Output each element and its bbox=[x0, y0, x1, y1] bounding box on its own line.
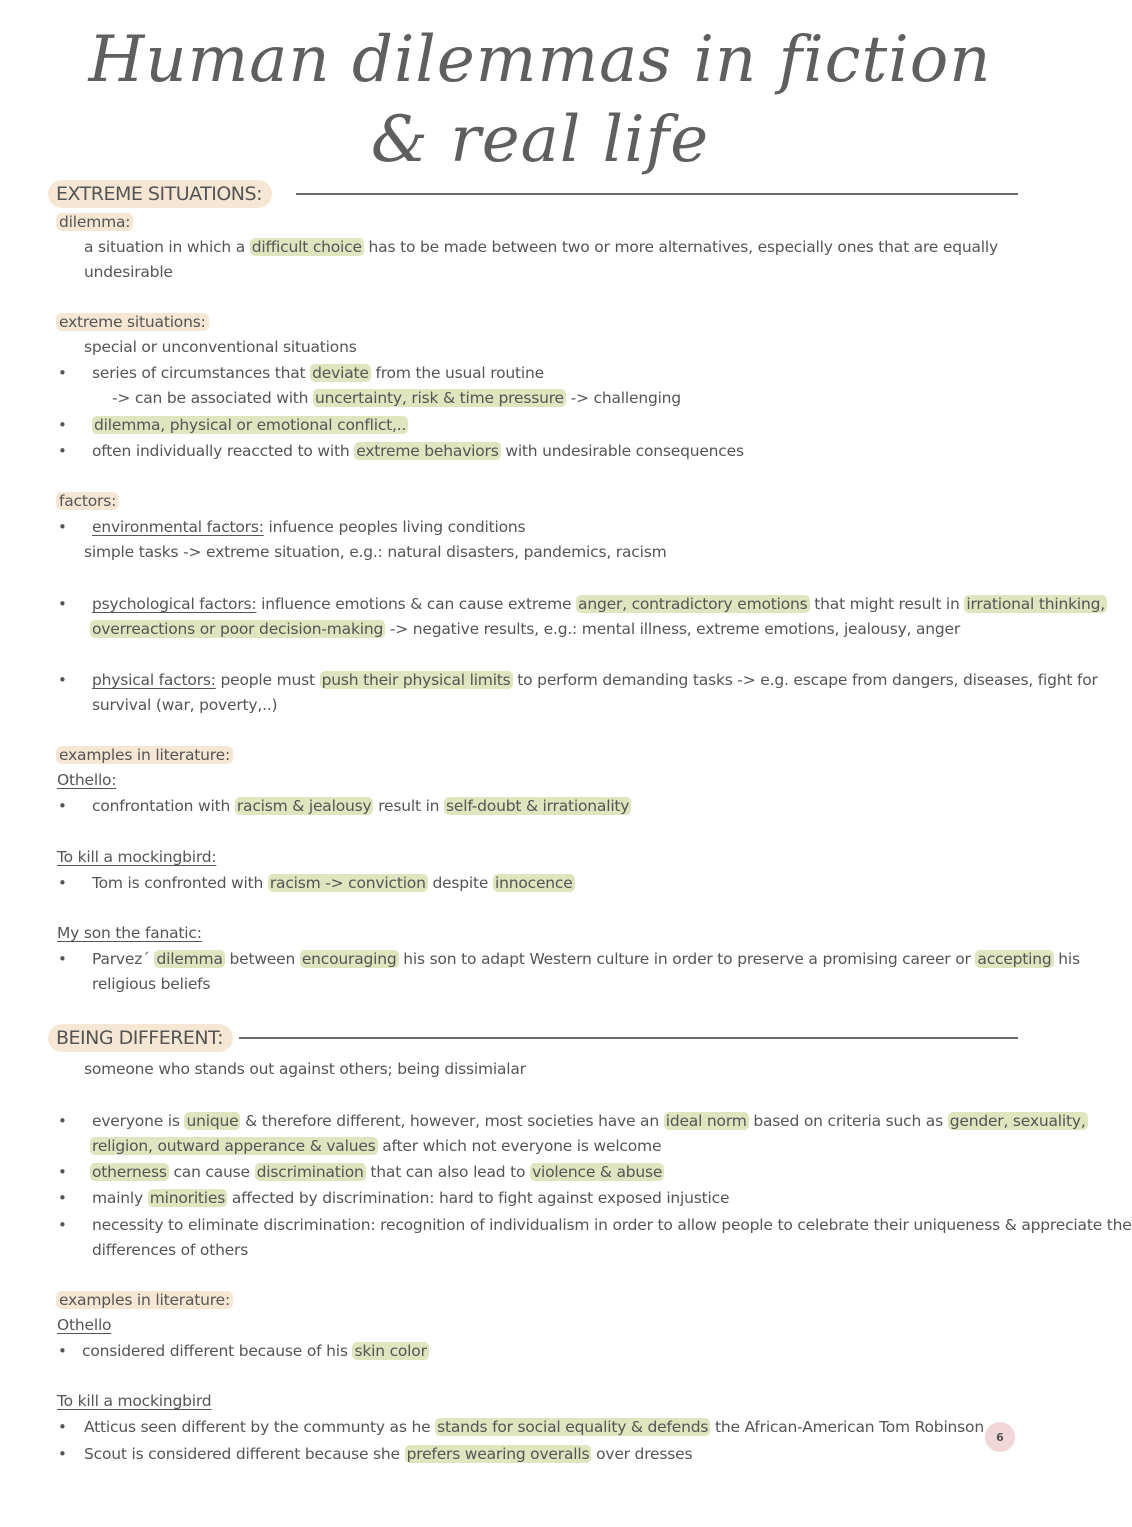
work-title-mockingbird: To kill a mockingbird bbox=[57, 1392, 212, 1410]
text-run: often individually reaccted to with bbox=[92, 442, 355, 460]
text-run: over dresses bbox=[591, 1445, 693, 1463]
bullet-icon: • bbox=[58, 1216, 67, 1234]
highlight: violence & abuse bbox=[532, 1163, 663, 1181]
definition-line: undesirable bbox=[84, 263, 173, 281]
bullet-icon: • bbox=[58, 1342, 67, 1360]
list-item bbox=[92, 949, 1080, 969]
highlight: racism & jealousy bbox=[236, 797, 372, 815]
text-run: Scout is considered different because she bbox=[84, 1445, 405, 1463]
divider bbox=[296, 193, 1018, 195]
work-title-othello: Othello: bbox=[57, 771, 117, 789]
bullet-icon: • bbox=[58, 518, 67, 536]
list-item-cont: religious beliefs bbox=[92, 975, 211, 993]
list-item-cont bbox=[90, 1136, 661, 1156]
text-run: a situation in which a bbox=[84, 238, 250, 256]
text-run: result in bbox=[373, 797, 445, 815]
work-title-mockingbird: To kill a mockingbird: bbox=[57, 848, 217, 866]
text-run: can cause bbox=[168, 1163, 255, 1181]
term-label bbox=[56, 745, 233, 765]
highlight: push their physical limits bbox=[321, 671, 511, 689]
highlight: ideal norm bbox=[665, 1112, 747, 1130]
bullet-icon: • bbox=[58, 1189, 67, 1207]
highlight: deviate bbox=[312, 364, 369, 382]
highlight: prefers wearing overalls bbox=[406, 1445, 590, 1463]
label-examples: examples in literature: bbox=[56, 1291, 233, 1309]
definition-line bbox=[84, 237, 998, 257]
list-item bbox=[92, 594, 1107, 614]
underlined-term: psychological factors: bbox=[92, 595, 257, 613]
list-item bbox=[92, 670, 1098, 690]
text-run: after which not everyone is welcome bbox=[377, 1137, 662, 1155]
label-factors: factors: bbox=[56, 492, 119, 510]
text-run: -> can be associated with bbox=[112, 389, 314, 407]
list-item-cont: survival (war, poverty,..) bbox=[92, 696, 278, 714]
text-run: Atticus seen different by the communty as he bbox=[84, 1418, 436, 1436]
bullet-icon: • bbox=[58, 1445, 67, 1463]
text-run: between bbox=[224, 950, 300, 968]
term-label bbox=[56, 312, 209, 332]
label-dilemma: dilemma: bbox=[56, 213, 133, 231]
highlight: irrational thinking, bbox=[966, 595, 1105, 613]
section-heading-extreme-situations bbox=[48, 180, 1018, 208]
highlight: dilemma bbox=[156, 950, 223, 968]
list-item: necessity to eliminate discrimination: recognition of individualism in order to allow people to celebrate their uniqueness & appreciate the bbox=[92, 1216, 1132, 1234]
highlight: self-doubt & irrationality bbox=[446, 797, 630, 815]
bullet-icon: • bbox=[58, 1163, 67, 1181]
text-run: that might result in bbox=[809, 595, 965, 613]
highlight: discrimination bbox=[256, 1163, 364, 1181]
list-item-cont: differences of others bbox=[92, 1241, 249, 1259]
label-examples: examples in literature: bbox=[56, 746, 233, 764]
term-label bbox=[56, 1290, 233, 1310]
list-item bbox=[92, 1111, 1088, 1131]
highlight: religion, outward apperance & values bbox=[92, 1137, 376, 1155]
term-label bbox=[56, 212, 133, 232]
list-item bbox=[92, 796, 631, 816]
highlight: stands for social equality & defends bbox=[437, 1418, 709, 1436]
list-item bbox=[92, 415, 408, 435]
bullet-icon: • bbox=[58, 671, 67, 689]
section-title: BEING DIFFERENT: bbox=[48, 1024, 233, 1052]
list-item bbox=[92, 363, 544, 383]
list-item bbox=[82, 1341, 429, 1361]
highlight: extreme behaviors bbox=[356, 442, 499, 460]
text-run: from the usual routine bbox=[370, 364, 544, 382]
highlight: unique bbox=[186, 1112, 239, 1130]
highlight: difficult choice bbox=[251, 238, 362, 256]
text-run: & therefore different, however, most societies have an bbox=[240, 1112, 664, 1130]
list-item-sub: simple tasks -> extreme situation, e.g.: natural disasters, pandemics, racism bbox=[84, 543, 667, 561]
page-title-line2: & real life bbox=[370, 103, 710, 177]
term-label bbox=[56, 491, 119, 511]
bullet-icon: • bbox=[58, 950, 67, 968]
highlight: minorities bbox=[149, 1189, 226, 1207]
text-run: that can also lead to bbox=[365, 1163, 531, 1181]
highlight: skin color bbox=[354, 1342, 427, 1360]
highlight: encouraging bbox=[301, 950, 397, 968]
text-run: people must bbox=[215, 671, 320, 689]
text-run: his son to adapt Western culture in order to preserve a promising career or bbox=[398, 950, 976, 968]
text-run: everyone is bbox=[92, 1112, 185, 1130]
text-run: mainly bbox=[92, 1189, 148, 1207]
underlined-term: environmental factors: bbox=[92, 518, 264, 536]
text-run: with undesirable consequences bbox=[500, 442, 744, 460]
section-title: EXTREME SITUATIONS: bbox=[48, 180, 272, 208]
highlight: dilemma, physical or emotional conflict,.. bbox=[94, 416, 407, 434]
highlight: gender, sexuality, bbox=[949, 1112, 1086, 1130]
text-run: Parvez´ bbox=[92, 950, 155, 968]
label-extreme-situations: extreme situations: bbox=[56, 313, 209, 331]
definition-line: someone who stands out against others; being dissimialar bbox=[84, 1060, 526, 1078]
text-run: despite bbox=[427, 874, 493, 892]
highlight: overreactions or poor decision-making bbox=[92, 620, 384, 638]
bullet-icon: • bbox=[58, 874, 67, 892]
text-run: his bbox=[1053, 950, 1080, 968]
underlined-term: physical factors: bbox=[92, 671, 216, 689]
definition-line: special or unconventional situations bbox=[84, 338, 357, 356]
work-title-my-son-the-fanatic: My son the fanatic: bbox=[57, 924, 202, 942]
list-item bbox=[92, 873, 575, 893]
bullet-icon: • bbox=[58, 416, 67, 434]
bullet-icon: • bbox=[58, 364, 67, 382]
highlight: innocence bbox=[494, 874, 573, 892]
bullet-icon: • bbox=[58, 1418, 67, 1436]
highlight: racism -> conviction bbox=[269, 874, 426, 892]
text-run: Tom is confronted with bbox=[92, 874, 268, 892]
text-run: infuence peoples living conditions bbox=[263, 518, 526, 536]
text-run: confrontation with bbox=[92, 797, 235, 815]
list-item bbox=[92, 1188, 729, 1208]
text-run: affected by discrimination: hard to fight against exposed injustice bbox=[227, 1189, 730, 1207]
list-item bbox=[90, 1162, 664, 1182]
highlight: anger, contradictory emotions bbox=[578, 595, 808, 613]
highlight: uncertainty, risk & time pressure bbox=[315, 389, 564, 407]
list-item bbox=[84, 1444, 692, 1464]
page-title-line1: Human dilemmas in fiction bbox=[88, 23, 992, 97]
page-number-badge: 6 bbox=[985, 1422, 1015, 1452]
bullet-icon: • bbox=[58, 442, 67, 460]
text-run: to perform demanding tasks -> e.g. escape from dangers, diseases, fight for bbox=[512, 671, 1098, 689]
section-heading-being-different bbox=[48, 1024, 1018, 1052]
list-item bbox=[92, 441, 744, 461]
highlight: otherness bbox=[92, 1163, 167, 1181]
text-run: -> challenging bbox=[565, 389, 681, 407]
list-item-cont bbox=[90, 619, 960, 639]
text-run: based on criteria such as bbox=[748, 1112, 948, 1130]
text-run: series of circumstances that bbox=[92, 364, 311, 382]
text-run: considered different because of his bbox=[82, 1342, 353, 1360]
bullet-icon: • bbox=[58, 595, 67, 613]
bullet-icon: • bbox=[58, 1112, 67, 1130]
divider bbox=[239, 1037, 1018, 1039]
text-run: the African-American Tom Robinson bbox=[710, 1418, 984, 1436]
text-run: has to be made between two or more alternatives, especially ones that are equally bbox=[363, 238, 998, 256]
list-item-sub bbox=[112, 388, 681, 408]
list-item bbox=[84, 1417, 984, 1437]
work-title-othello: Othello bbox=[57, 1316, 112, 1334]
highlight: accepting bbox=[977, 950, 1052, 968]
bullet-icon: • bbox=[58, 797, 67, 815]
text-run: influence emotions & can cause extreme bbox=[256, 595, 577, 613]
list-item bbox=[92, 517, 525, 537]
text-run: -> negative results, e.g.: mental illness, extreme emotions, jealousy, anger bbox=[385, 620, 961, 638]
